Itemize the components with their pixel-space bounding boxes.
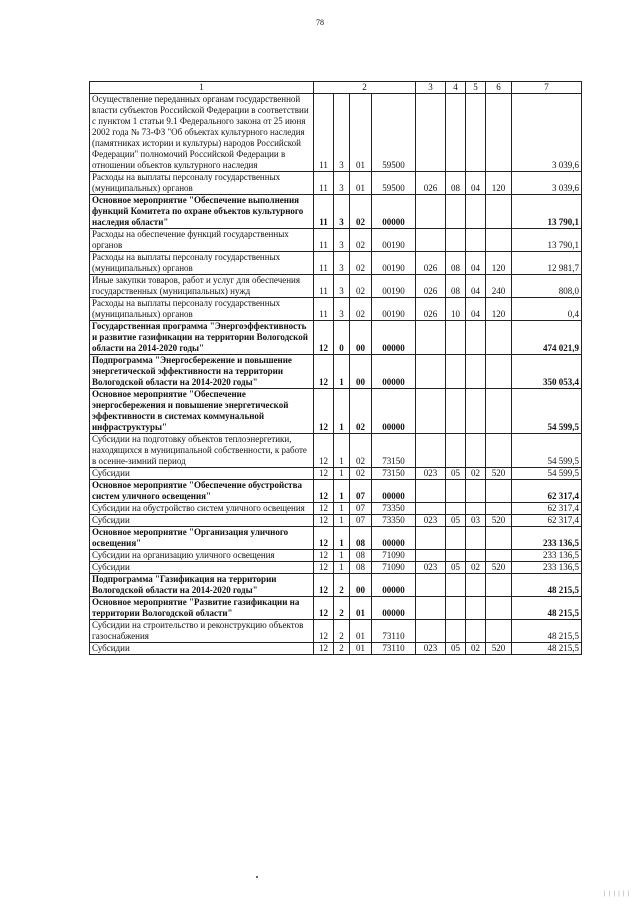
row-code-subsection — [466, 195, 486, 229]
row-code-ministry — [416, 480, 446, 503]
row-code-program: 12 — [314, 515, 334, 527]
table-row — [90, 468, 582, 480]
row-amount: 62 317,4 — [512, 515, 582, 527]
table-row — [90, 643, 582, 655]
row-code-event: 07 — [350, 503, 372, 515]
row-code-program: 12 — [314, 503, 334, 515]
row-code-type — [486, 620, 512, 643]
row-amount: 62 317,4 — [512, 503, 582, 515]
row-name: Субсидии на подготовку объектов теплоэнергетики, находящихся в муниципальной собственности, к работе в осенне-зимний период — [90, 434, 314, 468]
row-code-section: 05 — [446, 562, 466, 574]
row-code-subsection — [466, 321, 486, 355]
row-code-subprogram: 1 — [334, 355, 350, 389]
row-name: Подпрограмма "Газификация на территории Вологодской области на 2014-2020 годы" — [90, 574, 314, 597]
row-code-event: 00 — [350, 355, 372, 389]
row-amount: 0,4 — [512, 298, 582, 321]
row-code-section — [446, 94, 466, 172]
row-name: Основное мероприятие "Обеспечение выполнения функций Комитета по охране объектов культурного наследия области" — [90, 195, 314, 229]
row-name: Осуществление переданных органам государственной власти субъектов Российской Федерации в соответствии с пунктом 1 статьи 9.1 Федерального закона от 25 июня 2002 года № 73-ФЗ "Об объектах культурного наследия (памятниках истории и культуры) народов Российской Федерации" полномочий Российской Федерации в отношении объектов культурного наследия — [90, 94, 314, 172]
row-code-program: 12 — [314, 562, 334, 574]
row-amount: 48 215,5 — [512, 643, 582, 655]
row-code-event: 02 — [350, 229, 372, 252]
row-code-subsection — [466, 94, 486, 172]
row-code-program: 12 — [314, 574, 334, 597]
row-code-event: 08 — [350, 562, 372, 574]
row-code-type — [486, 527, 512, 550]
row-code-type — [486, 503, 512, 515]
row-code-subprogram: 3 — [334, 94, 350, 172]
row-code-subprogram: 3 — [334, 229, 350, 252]
row-name: Расходы на обеспечение функций государственных органов — [90, 229, 314, 252]
row-code-event: 02 — [350, 195, 372, 229]
row-code-ministry — [416, 229, 446, 252]
row-code-direction: 00000 — [372, 480, 416, 503]
table-row — [90, 597, 582, 620]
row-code-program: 11 — [314, 172, 334, 195]
row-code-subprogram: 3 — [334, 195, 350, 229]
row-code-subprogram: 1 — [334, 550, 350, 562]
row-code-program: 12 — [314, 321, 334, 355]
row-code-section — [446, 503, 466, 515]
row-amount: 233 136,5 — [512, 562, 582, 574]
row-amount: 3 039,6 — [512, 94, 582, 172]
row-code-subprogram: 0 — [334, 321, 350, 355]
row-code-subprogram: 3 — [334, 275, 350, 298]
table-row — [90, 355, 582, 389]
row-code-type: 520 — [486, 643, 512, 655]
row-code-subprogram: 1 — [334, 503, 350, 515]
row-code-subsection — [466, 355, 486, 389]
row-code-direction: 00000 — [372, 195, 416, 229]
row-code-direction: 73150 — [372, 468, 416, 480]
row-amount: 62 317,4 — [512, 480, 582, 503]
row-code-ministry — [416, 574, 446, 597]
row-code-ministry — [416, 389, 446, 434]
row-code-ministry — [416, 527, 446, 550]
row-code-subprogram: 2 — [334, 597, 350, 620]
row-name: Субсидии — [90, 468, 314, 480]
row-code-program: 12 — [314, 355, 334, 389]
row-code-direction: 73150 — [372, 434, 416, 468]
table-row — [90, 620, 582, 643]
table-body — [90, 94, 582, 655]
table-row — [90, 434, 582, 468]
row-name: Субсидии на организацию уличного освещения — [90, 550, 314, 562]
row-amount: 54 599,5 — [512, 468, 582, 480]
row-code-event: 02 — [350, 298, 372, 321]
scan-mark: | | | | | | — [604, 891, 630, 897]
row-code-direction: 73350 — [372, 503, 416, 515]
row-code-direction: 00000 — [372, 389, 416, 434]
row-code-subprogram: 3 — [334, 298, 350, 321]
row-code-section: 08 — [446, 252, 466, 275]
row-code-program: 11 — [314, 298, 334, 321]
row-code-subsection: 02 — [466, 643, 486, 655]
row-code-ministry — [416, 620, 446, 643]
row-code-program: 12 — [314, 620, 334, 643]
row-amount: 350 053,4 — [512, 355, 582, 389]
row-code-subsection — [466, 434, 486, 468]
header-col-5: 5 — [466, 82, 486, 94]
table-row — [90, 275, 582, 298]
row-code-subsection — [466, 597, 486, 620]
row-code-type — [486, 229, 512, 252]
row-code-direction: 00190 — [372, 275, 416, 298]
row-code-subsection: 04 — [466, 252, 486, 275]
row-code-section — [446, 527, 466, 550]
row-code-section — [446, 620, 466, 643]
row-code-subsection: 02 — [466, 562, 486, 574]
row-code-program: 11 — [314, 94, 334, 172]
row-code-program: 11 — [314, 252, 334, 275]
table-row — [90, 298, 582, 321]
row-code-direction: 00000 — [372, 321, 416, 355]
row-code-direction: 00000 — [372, 355, 416, 389]
row-code-type — [486, 550, 512, 562]
row-code-type: 120 — [486, 298, 512, 321]
row-code-subprogram: 1 — [334, 480, 350, 503]
table-row — [90, 252, 582, 275]
row-code-ministry — [416, 503, 446, 515]
row-code-section — [446, 355, 466, 389]
row-name: Государственная программа "Энергоэффективность и развитие газификации на территории Вологодской области на 2014-2020 годы" — [90, 321, 314, 355]
row-code-event: 08 — [350, 550, 372, 562]
row-code-event: 08 — [350, 527, 372, 550]
row-code-type — [486, 94, 512, 172]
row-code-program: 12 — [314, 434, 334, 468]
row-name: Основное мероприятие "Обеспечение энергосбережения и повышение энергетической эффективности в системах коммунальной инфраструктуры" — [90, 389, 314, 434]
row-code-type: 240 — [486, 275, 512, 298]
row-code-subsection: 04 — [466, 275, 486, 298]
row-code-subsection — [466, 574, 486, 597]
table-row — [90, 550, 582, 562]
row-code-subsection — [466, 620, 486, 643]
row-code-program: 12 — [314, 550, 334, 562]
row-code-ministry: 023 — [416, 643, 446, 655]
row-code-event: 01 — [350, 620, 372, 643]
row-code-subsection — [466, 550, 486, 562]
row-code-ministry: 023 — [416, 468, 446, 480]
row-code-section: 10 — [446, 298, 466, 321]
row-code-direction: 73350 — [372, 515, 416, 527]
row-code-event: 00 — [350, 574, 372, 597]
table-row — [90, 195, 582, 229]
row-amount: 233 136,5 — [512, 527, 582, 550]
row-code-type: 120 — [486, 252, 512, 275]
row-code-subsection: 02 — [466, 468, 486, 480]
header-col-2: 2 — [314, 82, 416, 94]
row-code-program: 11 — [314, 229, 334, 252]
row-code-direction: 71090 — [372, 562, 416, 574]
row-code-type: 520 — [486, 515, 512, 527]
row-code-ministry: 023 — [416, 562, 446, 574]
row-code-section — [446, 389, 466, 434]
row-code-type — [486, 389, 512, 434]
row-name: Основное мероприятие "Развитие газификации на территории Вологодской области" — [90, 597, 314, 620]
row-code-type — [486, 434, 512, 468]
row-code-event: 01 — [350, 172, 372, 195]
row-code-ministry — [416, 355, 446, 389]
row-amount: 12 981,7 — [512, 252, 582, 275]
row-code-section: 05 — [446, 468, 466, 480]
table-header-row — [90, 82, 582, 94]
row-code-event: 02 — [350, 389, 372, 434]
row-code-section — [446, 434, 466, 468]
row-code-type: 520 — [486, 468, 512, 480]
row-code-subsection — [466, 229, 486, 252]
row-code-event: 02 — [350, 275, 372, 298]
row-code-type: 120 — [486, 172, 512, 195]
row-name: Иные закупки товаров, работ и услуг для обеспечения государственных (муниципальных) нужд — [90, 275, 314, 298]
table-row — [90, 515, 582, 527]
row-code-section: 08 — [446, 275, 466, 298]
row-amount: 13 790,1 — [512, 195, 582, 229]
row-amount: 13 790,1 — [512, 229, 582, 252]
row-code-program: 12 — [314, 389, 334, 434]
row-code-subprogram: 1 — [334, 562, 350, 574]
row-name: Основное мероприятие "Обеспечение обустройства систем уличного освещения" — [90, 480, 314, 503]
row-code-section — [446, 550, 466, 562]
table-row — [90, 527, 582, 550]
row-code-subprogram: 1 — [334, 389, 350, 434]
row-code-program: 12 — [314, 597, 334, 620]
row-code-section — [446, 229, 466, 252]
row-code-ministry — [416, 434, 446, 468]
row-code-event: 01 — [350, 597, 372, 620]
row-code-direction: 73110 — [372, 620, 416, 643]
row-code-ministry: 023 — [416, 515, 446, 527]
row-code-direction: 59500 — [372, 172, 416, 195]
row-name: Расходы на выплаты персоналу государственных (муниципальных) органов — [90, 252, 314, 275]
row-name: Основное мероприятие "Организация уличного освещения" — [90, 527, 314, 550]
row-code-subprogram: 2 — [334, 574, 350, 597]
row-code-subsection: 03 — [466, 515, 486, 527]
row-code-event: 00 — [350, 321, 372, 355]
row-code-program: 12 — [314, 468, 334, 480]
row-code-direction: 00000 — [372, 574, 416, 597]
row-code-program: 12 — [314, 643, 334, 655]
row-code-event: 02 — [350, 434, 372, 468]
row-code-event: 01 — [350, 643, 372, 655]
row-code-section — [446, 195, 466, 229]
header-col-1: 1 — [90, 82, 314, 94]
row-name: Субсидии — [90, 515, 314, 527]
row-code-event: 01 — [350, 94, 372, 172]
row-name: Субсидии на строительство и реконструкцию объектов газоснабжения — [90, 620, 314, 643]
row-code-ministry — [416, 94, 446, 172]
row-code-subsection: 04 — [466, 172, 486, 195]
row-amount: 54 599,5 — [512, 434, 582, 468]
row-code-ministry: 026 — [416, 172, 446, 195]
row-code-ministry: 026 — [416, 298, 446, 321]
row-name: Субсидии — [90, 643, 314, 655]
row-code-subprogram: 1 — [334, 515, 350, 527]
row-amount: 48 215,5 — [512, 597, 582, 620]
row-code-ministry — [416, 321, 446, 355]
row-amount: 474 021,9 — [512, 321, 582, 355]
budget-table — [89, 81, 582, 655]
row-code-ministry: 026 — [416, 275, 446, 298]
page-number: 78 — [316, 18, 324, 27]
row-code-section — [446, 321, 466, 355]
row-code-subsection — [466, 527, 486, 550]
row-code-subprogram: 1 — [334, 527, 350, 550]
row-code-direction: 00000 — [372, 597, 416, 620]
row-code-type — [486, 480, 512, 503]
row-amount: 54 599,5 — [512, 389, 582, 434]
table-row — [90, 503, 582, 515]
row-amount: 233 136,5 — [512, 550, 582, 562]
table-row — [90, 229, 582, 252]
table-row — [90, 94, 582, 172]
header-col-4: 4 — [446, 82, 466, 94]
row-code-section — [446, 480, 466, 503]
row-name: Расходы на выплаты персоналу государственных (муниципальных) органов — [90, 172, 314, 195]
row-code-subprogram: 3 — [334, 172, 350, 195]
row-code-type — [486, 355, 512, 389]
row-code-subsection — [466, 480, 486, 503]
row-code-event: 02 — [350, 468, 372, 480]
row-code-direction: 00190 — [372, 229, 416, 252]
table-row — [90, 562, 582, 574]
row-code-section: 08 — [446, 172, 466, 195]
row-name: Субсидии на обустройство систем уличного освещения — [90, 503, 314, 515]
row-code-subprogram: 2 — [334, 643, 350, 655]
table-row — [90, 574, 582, 597]
row-code-program: 12 — [314, 480, 334, 503]
row-amount: 808,0 — [512, 275, 582, 298]
row-code-ministry — [416, 550, 446, 562]
row-code-type — [486, 321, 512, 355]
row-code-subsection — [466, 503, 486, 515]
table-row — [90, 321, 582, 355]
row-code-direction: 73110 — [372, 643, 416, 655]
row-code-subprogram: 2 — [334, 620, 350, 643]
row-code-program: 11 — [314, 195, 334, 229]
row-code-event: 07 — [350, 480, 372, 503]
row-name: Субсидии — [90, 562, 314, 574]
row-code-direction: 00190 — [372, 298, 416, 321]
row-code-section — [446, 597, 466, 620]
table-row — [90, 172, 582, 195]
row-code-type — [486, 195, 512, 229]
row-code-event: 07 — [350, 515, 372, 527]
row-code-ministry — [416, 597, 446, 620]
row-code-subprogram: 1 — [334, 468, 350, 480]
row-amount: 48 215,5 — [512, 574, 582, 597]
row-code-ministry: 026 — [416, 252, 446, 275]
scan-dot — [256, 876, 258, 878]
header-col-7: 7 — [512, 82, 582, 94]
header-col-3: 3 — [416, 82, 446, 94]
row-code-direction: 00000 — [372, 527, 416, 550]
row-name: Расходы на выплаты персоналу государственных (муниципальных) органов — [90, 298, 314, 321]
row-code-program: 12 — [314, 527, 334, 550]
row-code-subsection: 04 — [466, 298, 486, 321]
row-code-event: 02 — [350, 252, 372, 275]
row-code-subprogram: 1 — [334, 434, 350, 468]
row-code-section — [446, 574, 466, 597]
row-code-type — [486, 597, 512, 620]
row-code-direction: 59500 — [372, 94, 416, 172]
row-amount: 48 215,5 — [512, 620, 582, 643]
row-code-section: 05 — [446, 643, 466, 655]
row-name: Подпрограмма "Энергосбережение и повышение энергетической эффективности на территории Вологодской области на 2014-2020 годы" — [90, 355, 314, 389]
row-code-section: 05 — [446, 515, 466, 527]
table-row — [90, 389, 582, 434]
row-code-ministry — [416, 195, 446, 229]
row-code-type — [486, 574, 512, 597]
header-col-6: 6 — [486, 82, 512, 94]
row-code-program: 11 — [314, 275, 334, 298]
row-amount: 3 039,6 — [512, 172, 582, 195]
table-row — [90, 480, 582, 503]
row-code-subprogram: 3 — [334, 252, 350, 275]
row-code-type: 520 — [486, 562, 512, 574]
row-code-direction: 71090 — [372, 550, 416, 562]
row-code-direction: 00190 — [372, 252, 416, 275]
row-code-subsection — [466, 389, 486, 434]
